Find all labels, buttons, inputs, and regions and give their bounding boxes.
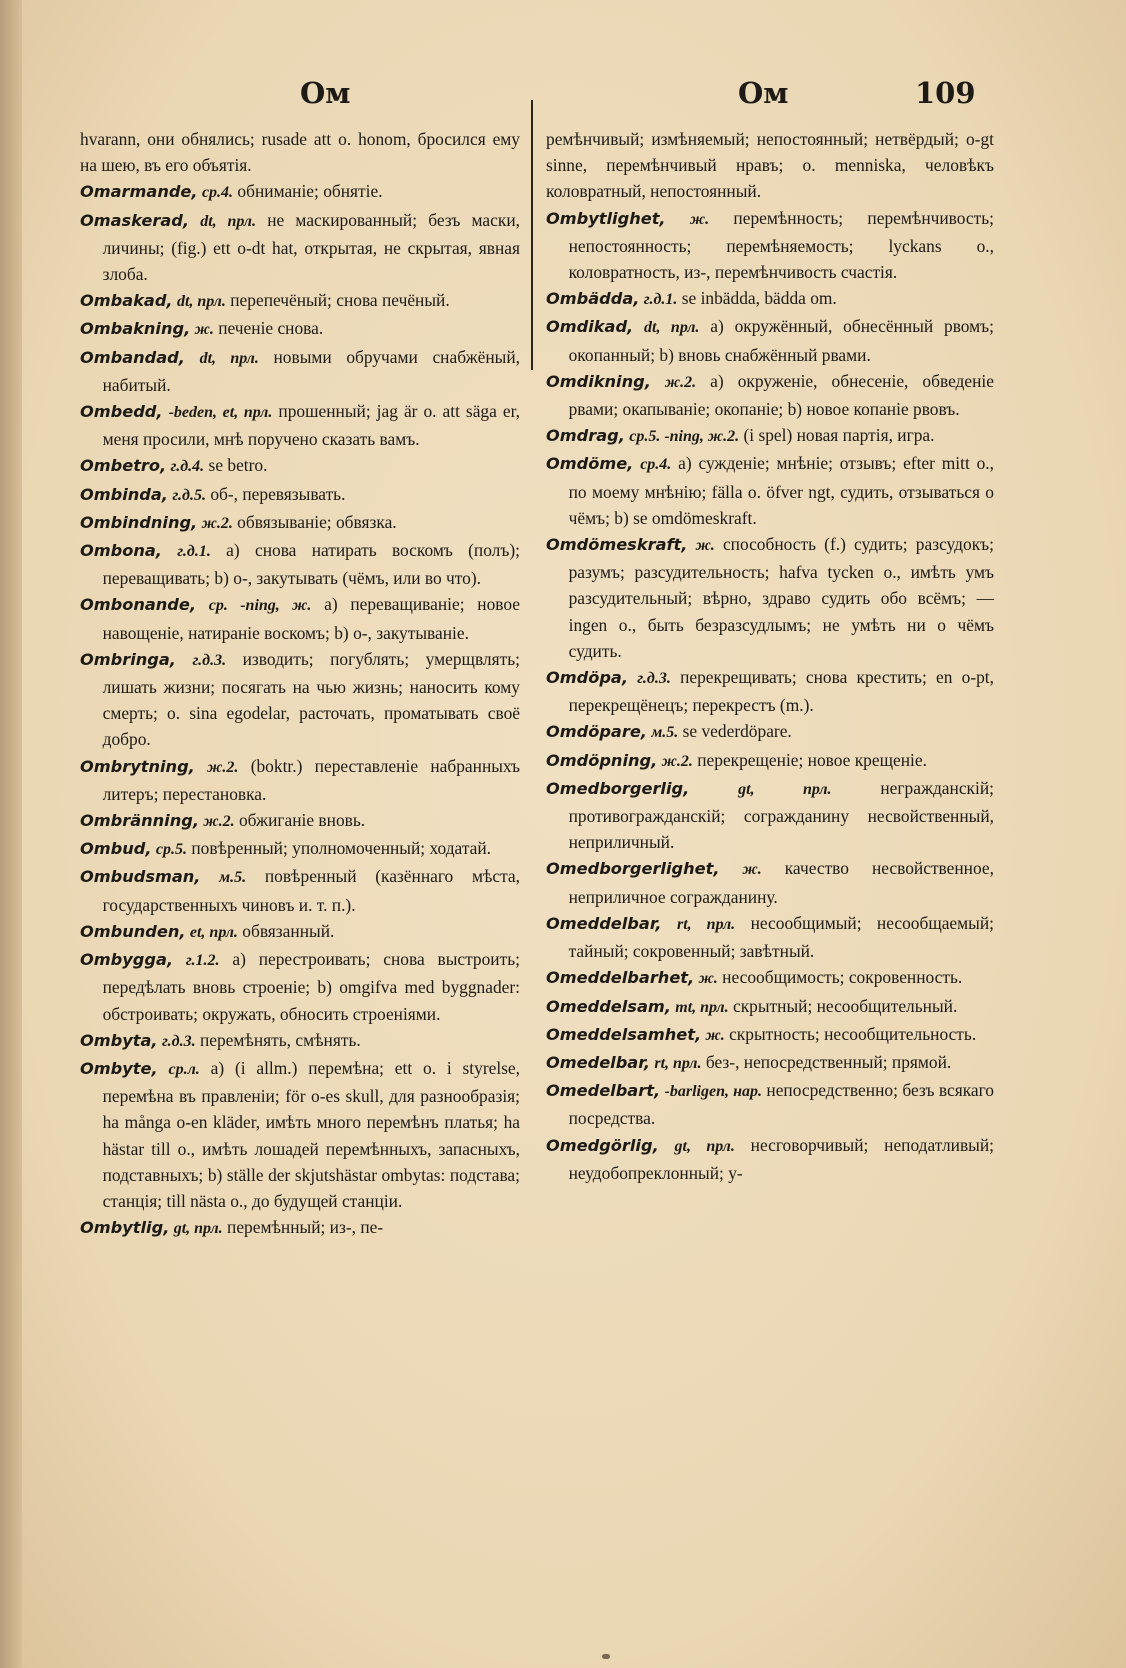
entry-headword: Ombringa, xyxy=(80,649,176,669)
entry-grammar: gt, прл. xyxy=(173,1220,223,1238)
entry-grammar: м.5. xyxy=(651,724,679,742)
entry-definition: перекрещеніе; новое крещеніе. xyxy=(697,749,927,770)
dictionary-entry xyxy=(546,1132,994,1186)
dictionary-entry xyxy=(80,452,520,480)
entry-grammar: г.д.4. xyxy=(170,458,205,476)
dictionary-entry xyxy=(546,1049,994,1077)
entry-headword: Ombunden, xyxy=(80,921,186,941)
entry-grammar: г.д.3. xyxy=(192,651,227,669)
entry-headword: Omedgörlig, xyxy=(546,1135,659,1155)
entry-headword: Ombonande, xyxy=(80,595,197,615)
entry-definition: способность (f.) судить; разсудокъ; разумъ; разсудительность; hafva tycken o., имѣть умъ разсудительный; вѣрно, здраво судить обо всёмъ; — ingen o., быть безразсудлымъ; не умѣть ни о чёмъ судить. xyxy=(568,534,994,661)
dictionary-entry xyxy=(546,664,994,718)
dictionary-entry xyxy=(80,918,520,946)
entry-grammar: г.д.5. xyxy=(172,486,206,504)
dictionary-entry xyxy=(546,747,994,775)
dictionary-entry xyxy=(80,178,520,206)
entry-headword: Ombindning, xyxy=(80,512,198,532)
dictionary-entry xyxy=(80,946,520,1027)
entry-definition: об-, перевязывать. xyxy=(210,483,346,504)
entry-grammar: ср. -ning, ж. xyxy=(208,597,312,615)
entry-headword: Omeddelbarhet, xyxy=(546,968,695,988)
entry-headword: Omarmande, xyxy=(80,182,198,202)
entry-definition: a) сужденіе; мнѣніе; отзывъ; efter mitt o., по моему мнѣнію; fälla o. öfver ngt, судить, отзываться о чёмъ; b) se omdömeskraft. xyxy=(568,453,994,528)
dictionary-entry xyxy=(546,1021,994,1049)
entry-definition: изводить; погублять; умерщвлять; лишать жизни; посягать на чью жизнь; наносить кому смерть; o. sina egodelar, расточать, проматывать своё добро. xyxy=(102,648,520,750)
entry-definition: обвязанный. xyxy=(242,920,335,941)
entry-definition: a) переващиваніе; новое навощеніе, натираніе воскомъ; b) о-, закутываніе. xyxy=(102,594,520,643)
dictionary-entry xyxy=(80,398,520,452)
dictionary-entry xyxy=(546,964,994,992)
entry-grammar: mt, прл. xyxy=(675,998,729,1016)
dictionary-entry xyxy=(546,422,994,450)
entry-headword: Omdömeskraft, xyxy=(546,535,688,555)
entry-grammar: -beden, et, прл. xyxy=(168,404,273,422)
entry-definition: не маскированный; безъ маски, личины; (fig.) ett o-dt hat, открытая, не скрытая, явная злоба. xyxy=(102,209,520,285)
entry-grammar: г.д.3. xyxy=(161,1032,196,1050)
entry-grammar: dt, прл. xyxy=(200,212,256,230)
dictionary-entry xyxy=(546,910,994,964)
entry-headword: Ombrytning, xyxy=(80,756,195,776)
entry-headword: Omaskerad, xyxy=(80,210,189,230)
entry-headword: Omedelbart, xyxy=(546,1081,661,1101)
entry-definition: ремѣнчивый; измѣняемый; непостоянный; нетвёрдый; o-gt sinne, перемѣнчивый нравъ; o. menniska, человѣкъ коловратный, непостоянный. xyxy=(546,129,994,202)
entry-grammar: rt, прл. xyxy=(654,1054,702,1072)
entry-definition: непосредственно; безъ всякаго посредства. xyxy=(568,1080,995,1129)
left-running-head: Ом xyxy=(300,76,351,110)
running-header xyxy=(0,76,1126,120)
entry-grammar: ж. xyxy=(689,210,710,228)
entry-grammar: м.5. xyxy=(219,869,247,887)
entry-headword: Omeddelsam, xyxy=(546,996,671,1016)
entry-headword: Ombädda, xyxy=(546,289,640,309)
right-column xyxy=(546,126,994,1186)
dictionary-entry xyxy=(546,1077,994,1131)
entry-headword: Omdrag, xyxy=(546,426,625,446)
dictionary-entry xyxy=(546,993,994,1021)
entry-headword: Ombränning, xyxy=(80,811,199,831)
entry-grammar: ж.2. xyxy=(201,514,233,532)
entry-definition: негражданскій; противогражданскій; согражданину несвойственный, неприличный. xyxy=(568,777,994,853)
entry-headword: Ombygga, xyxy=(80,950,174,970)
entry-grammar: dt, прл. xyxy=(176,293,226,311)
dictionary-entry xyxy=(80,863,520,917)
dictionary-entry xyxy=(80,537,520,591)
entry-definition: a) окружённый, обнесённый рвомъ; окопанный; b) вновь снабжённый рвами. xyxy=(568,316,994,365)
dictionary-entry xyxy=(80,1214,520,1242)
entry-grammar: ж. xyxy=(695,537,715,555)
entry-definition: повѣренный (казённаго мѣста, государственныхъ чиновъ и. т. п.). xyxy=(102,866,520,915)
entry-definition: a) (i allm.) перемѣна; ett o. i styrelse, перемѣна въ правленіи; för o-es skull, для разнообразія; ha många o-en kläder, имѣть много перемѣнъ платья; ha hästar till o., имѣть лошадей перемѣнныхъ, запасныхъ, подставныхъ; b) ställe der skjutshästar ombytas: подстава; станція; till nästa o., до будущей станціи. xyxy=(102,1057,520,1211)
entry-headword: Ombakad, xyxy=(80,291,173,311)
entry-grammar: dt, прл. xyxy=(644,319,700,337)
dictionary-entry xyxy=(80,207,520,288)
entry-headword: Ombudsman, xyxy=(80,867,201,887)
entry-headword: Ombetro, xyxy=(80,456,167,476)
dictionary-entry xyxy=(80,481,520,509)
dictionary-entry xyxy=(80,1027,520,1055)
dictionary-entry xyxy=(80,509,520,537)
entry-grammar: ж. xyxy=(194,321,214,339)
entry-definition: прошенный; jag är o. att säga er, меня просили, мнѣ поручено сказать вамъ. xyxy=(102,401,521,450)
entry-definition: скрытный; несообщительный. xyxy=(733,995,958,1016)
entry-definition: несговорчивый; неподатливый; неудобопреклонный; у- xyxy=(568,1134,994,1183)
entry-headword: Omdöpning, xyxy=(546,750,658,770)
dictionary-entry xyxy=(546,205,994,286)
entry-definition: перекрещивать; снова крестить; en o-pt, перекрещёнецъ; перекрестъ (m.). xyxy=(568,667,994,716)
entry-definition: повѣренный; уполномоченный; ходатай. xyxy=(191,838,492,859)
entry-grammar: г.1.2. xyxy=(185,952,220,970)
dictionary-entry xyxy=(546,718,994,746)
entry-definition: (boktr.) переставленіе набранныхъ литеръ; перестановка. xyxy=(102,755,520,804)
entry-definition: качество несвойственное, неприличное согражданину. xyxy=(568,858,994,907)
entry-headword: Omeddelbar, xyxy=(546,913,662,933)
entry-definition: обжиганіе вновь. xyxy=(238,810,366,831)
entry-headword: Ombinda, xyxy=(80,484,168,504)
dictionary-entry xyxy=(80,315,520,343)
entry-definition: перепечёный; снова печёный. xyxy=(230,290,450,311)
entry-headword: Ombandad, xyxy=(80,347,185,367)
dictionary-entry xyxy=(546,531,994,664)
dictionary-entry xyxy=(80,646,520,753)
dictionary-entry xyxy=(80,126,520,178)
entry-definition: новыми обручами снабжёный, набитый. xyxy=(102,346,520,395)
entry-grammar: ж. xyxy=(742,861,762,879)
dictionary-entry xyxy=(80,1055,520,1214)
dictionary-entry xyxy=(546,450,994,531)
entry-definition: обниманіе; обнятіе. xyxy=(237,181,383,202)
entry-grammar: ж.2. xyxy=(207,758,239,776)
dictionary-entry xyxy=(546,126,994,205)
entry-grammar: ж. xyxy=(698,970,718,988)
entry-headword: Omdöpa, xyxy=(546,668,628,688)
entry-headword: Omedborgerlighet, xyxy=(546,859,720,879)
dictionary-entry xyxy=(80,287,520,315)
entry-definition: a) перестроивать; снова выстроить; передѣлать вновь строеніе; b) omgifva med byggnader: обстроивать; окружать, обносить строеніями. xyxy=(102,949,520,1024)
book-binding-edge xyxy=(0,0,22,1668)
entry-grammar: ср.л. xyxy=(168,1060,200,1078)
dictionary-entry xyxy=(80,344,520,398)
entry-headword: Omeddelsamhet, xyxy=(546,1024,702,1044)
entry-grammar: rt, прл. xyxy=(676,915,736,933)
entry-headword: Ombyte, xyxy=(80,1058,158,1078)
entry-headword: Omdikad, xyxy=(546,317,634,337)
entry-grammar: ж.2. xyxy=(203,813,235,831)
dictionary-entry xyxy=(80,807,520,835)
left-column xyxy=(80,126,520,1242)
entry-headword: Ombyta, xyxy=(80,1030,158,1050)
entry-headword: Ombakning, xyxy=(80,319,191,339)
entry-definition: без-, непосредственный; прямой. xyxy=(705,1051,952,1072)
entry-headword: Omedelbar, xyxy=(546,1052,650,1072)
entry-definition: перемѣнять, смѣнять. xyxy=(199,1029,361,1050)
entry-definition: несообщимый; несообщаемый; тайный; сокровенный; завѣтный. xyxy=(568,912,994,962)
entry-headword: Ombytlighet, xyxy=(546,208,666,228)
entry-definition: обвязываніе; обвязка. xyxy=(237,511,397,532)
dictionary-entry xyxy=(546,368,994,422)
ink-mark xyxy=(602,1654,610,1659)
dictionary-entry xyxy=(546,775,994,856)
right-running-head: Ом xyxy=(738,76,789,110)
entry-headword: Ombytlig, xyxy=(80,1218,170,1238)
entry-headword: Omdöpare, xyxy=(546,722,647,742)
entry-grammar: et, прл. xyxy=(189,923,238,941)
entry-grammar: ср.5. xyxy=(155,841,187,859)
entry-grammar: ж. xyxy=(705,1026,725,1044)
entry-grammar: ж.2. xyxy=(661,752,693,770)
entry-grammar: -barligen, нар. xyxy=(664,1083,762,1101)
entry-grammar: г.д.1. xyxy=(643,291,678,309)
entry-definition: печеніе снова. xyxy=(218,318,324,339)
entry-definition: (i spel) новая партія, игра. xyxy=(743,425,935,446)
entry-definition: se betro. xyxy=(208,455,268,476)
entry-definition: скрытность; несообщительность. xyxy=(729,1023,977,1044)
entry-grammar: dt, прл. xyxy=(199,349,259,367)
dictionary-entry xyxy=(546,285,994,313)
entry-headword: Omdöme, xyxy=(546,454,634,474)
entry-headword: Ombona, xyxy=(80,541,162,561)
entry-grammar: ср.4. xyxy=(201,184,234,202)
entry-headword: Ombud, xyxy=(80,839,152,859)
entry-definition: hvarann, они обнялись; rusade att o. honom, бросился ему на шею, въ его объятія. xyxy=(80,129,520,176)
entry-definition: перемѣнный; из-, пе- xyxy=(227,1217,384,1238)
entry-definition: se inbädda, bädda om. xyxy=(681,288,837,309)
entry-definition: несообщимость; сокровенность. xyxy=(722,967,963,988)
entry-headword: Omdikning, xyxy=(546,371,651,391)
dictionary-entry xyxy=(80,835,520,863)
entry-grammar: gt, прл. xyxy=(674,1137,735,1155)
page-number: 109 xyxy=(915,76,976,110)
dictionary-entry xyxy=(80,753,520,807)
dictionary-entry xyxy=(546,855,994,909)
entry-headword: Ombedd, xyxy=(80,402,163,422)
entry-grammar: ж.2. xyxy=(664,373,697,391)
dictionary-entry xyxy=(546,313,994,367)
entry-definition: a) окруженіе, обнесеніе, обведеніе рвами; окапываніе; окопаніе; b) новое копаніе рвовъ. xyxy=(568,370,994,420)
entry-headword: Omedborgerlig, xyxy=(546,778,690,798)
entry-grammar: ср.5. -ning, ж.2. xyxy=(629,428,740,446)
entry-definition: a) снова натирать воскомъ (полъ); переващивать; b) о-, закутывать (чёмъ, или во что). xyxy=(102,540,520,589)
entry-grammar: ср.4. xyxy=(640,456,672,474)
entry-definition: перемѣнность; перемѣнчивость; непостоянность; перемѣняемость; lyckans o., коловратность, из-, перемѣнчивость счастія. xyxy=(568,207,994,283)
entry-grammar: gt, прл. xyxy=(738,780,832,798)
column-divider xyxy=(531,100,533,370)
entry-grammar: г.д.1. xyxy=(177,543,211,561)
entry-grammar: г.д.3. xyxy=(637,670,671,688)
entry-definition: se vederdöpare. xyxy=(682,721,792,742)
dictionary-entry xyxy=(80,591,520,645)
